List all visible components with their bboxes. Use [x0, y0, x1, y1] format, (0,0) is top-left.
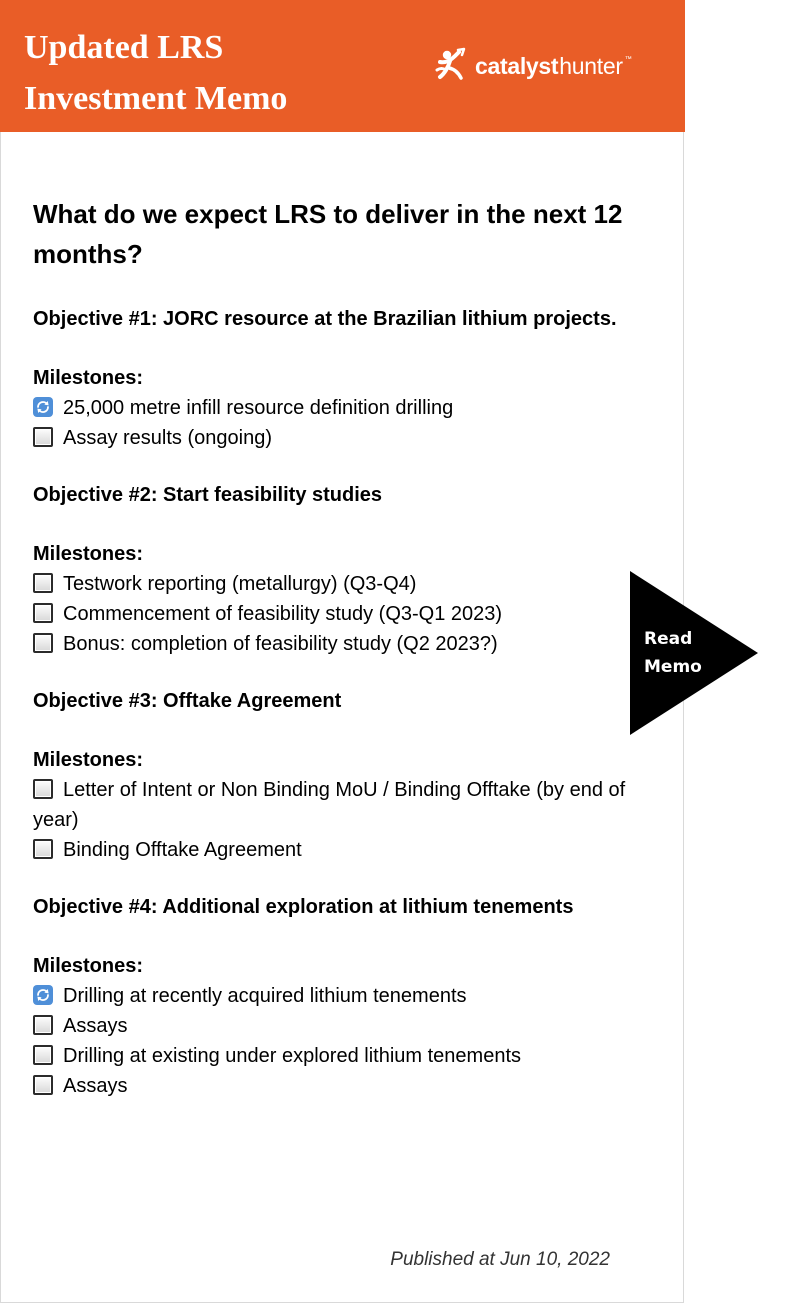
milestone-text: Drilling at existing under explored lithium tenements [63, 1045, 522, 1067]
milestone-item [33, 775, 633, 835]
milestone-item [33, 835, 633, 865]
milestone-text: Assay results (ongoing) [63, 427, 272, 449]
objective-title: Objective #2: Start feasibility studies [33, 484, 383, 506]
milestone-text: 25,000 metre infill resource definition drilling [63, 397, 454, 419]
read-memo-label [644, 625, 714, 681]
logo-trademark: ™ [624, 56, 632, 63]
milestone-text: Testwork reporting (metallurgy) (Q3-Q4) [63, 573, 417, 595]
milestone-text: Assays [63, 1015, 128, 1037]
header-banner [0, 0, 685, 132]
checkbox-icon [33, 779, 53, 799]
checkbox-icon [33, 839, 53, 859]
in-progress-icon [33, 985, 53, 1005]
milestone-item [33, 1041, 633, 1071]
objective-section [33, 686, 633, 865]
read-memo-line-2: Memo [644, 657, 702, 677]
logo-word-hunter: hunter [559, 52, 623, 79]
milestones-label: Milestones: [33, 749, 144, 771]
checkbox-icon [33, 633, 53, 653]
page-title [24, 22, 287, 124]
milestone-text: Binding Offtake Agreement [63, 839, 302, 861]
objective-title: Objective #3: Offtake Agreement [33, 690, 342, 712]
checkbox-icon [33, 603, 53, 623]
objective-section [33, 892, 633, 1101]
checkbox-icon [33, 1075, 53, 1095]
milestone-text: Bonus: completion of feasibility study (Q2 2023?) [63, 633, 498, 655]
catalyst-hunter-logo [434, 44, 632, 88]
checkbox-icon [33, 573, 53, 593]
objective-title: Objective #1: JORC resource at the Brazilian lithium projects. [33, 308, 617, 330]
checkbox-icon [33, 1015, 53, 1035]
milestones-label: Milestones: [33, 955, 144, 977]
objective-section [33, 304, 633, 453]
milestone-item [33, 423, 633, 453]
objectives-list [33, 304, 633, 1101]
milestones-label: Milestones: [33, 543, 144, 565]
read-memo-button[interactable] [630, 571, 758, 735]
milestone-item [33, 629, 633, 659]
milestones-label: Milestones: [33, 367, 144, 389]
memo-content [33, 194, 633, 1128]
milestone-item [33, 599, 633, 629]
objective-title: Objective #4: Additional exploration at lithium tenements [33, 896, 574, 918]
catalyst-hunter-logo-icon [434, 46, 470, 86]
milestone-item [33, 393, 633, 423]
checkbox-icon [33, 427, 53, 447]
logo-word-catalyst: catalyst [475, 52, 559, 79]
milestone-item [33, 1071, 633, 1101]
milestone-text: Assays [63, 1075, 128, 1097]
checkbox-icon [33, 1045, 53, 1065]
milestone-item [33, 569, 633, 599]
milestone-text: Letter of Intent or Non Binding MoU / Binding Offtake (by end of year) [33, 779, 626, 831]
milestone-item [33, 981, 633, 1011]
read-memo-line-1: Read [644, 629, 693, 649]
in-progress-icon [33, 397, 53, 417]
main-question: What do we expect LRS to deliver in the next 12 months? [33, 199, 623, 269]
title-line-2: Investment Memo [24, 80, 288, 117]
title-line-1: Updated LRS [24, 29, 224, 66]
objective-section [33, 480, 633, 659]
milestone-item [33, 1011, 633, 1041]
published-date: Published at Jun 10, 2022 [390, 1249, 610, 1270]
milestone-text: Drilling at recently acquired lithium tenements [63, 985, 467, 1007]
milestone-text: Commencement of feasibility study (Q3-Q1 2023) [63, 603, 503, 625]
